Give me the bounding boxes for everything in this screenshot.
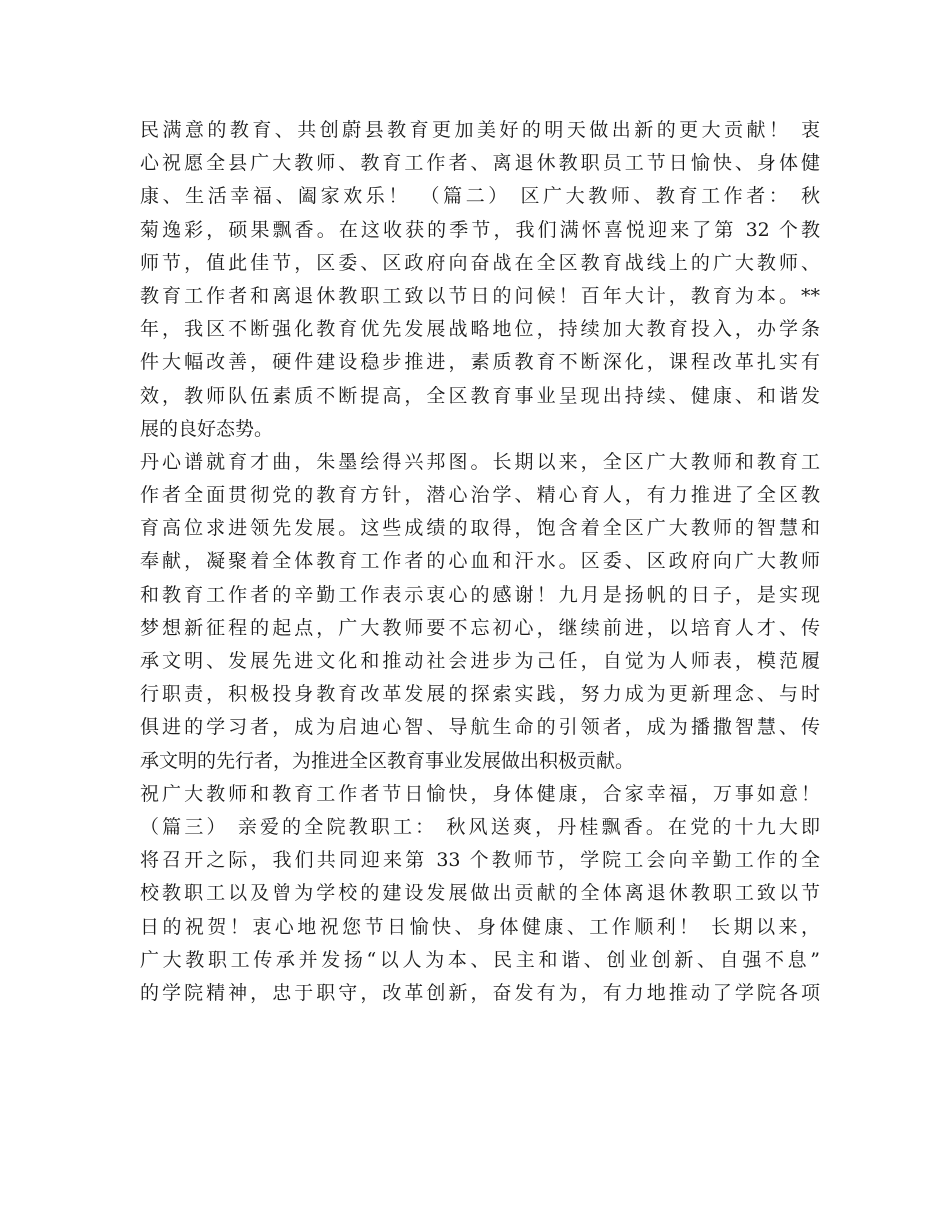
text-line: 效，教师队伍素质不断提高，全区教育事业呈现出持续、健康、和谐发 — [140, 384, 820, 407]
text-line: 校教职工以及曾为学校的建设发展做出贡献的全体离退休教职工致以节 — [140, 882, 820, 905]
text-line: 作者全面贯彻党的教育方针，潜心治学、精心育人，有力推进了全区教 — [140, 484, 820, 507]
text-line: 将召开之际，我们共同迎来第 33 个教师节，学院工会向辛勤工作的全 — [140, 849, 820, 872]
body-text — [140, 114, 820, 1010]
text-line: 教育工作者和离退休教职工致以节日的问候！百年大计，教育为本。** — [140, 284, 820, 307]
text-line: 菊逸彩，硕果飘香。在这收获的季节，我们满怀喜悦迎来了第 32 个教 — [140, 218, 820, 241]
text-line: 丹心谱就育才曲，朱墨绘得兴邦图。长期以来，全区广大教师和教育工 — [140, 450, 820, 473]
text-line: 育高位求进领先发展。这些成绩的取得，饱含着全区广大教师的智慧和 — [140, 517, 820, 540]
text-line: 广大教职工传承并发扬“以人为本、民主和谐、创业创新、自强不息” — [140, 948, 820, 971]
text-line: 行职责，积极投身教育改革发展的探索实践，努力成为更新理念、与时 — [140, 683, 820, 706]
text-line: 心祝愿全县广大教师、教育工作者、离退休教职员工节日愉快、身体健 — [140, 152, 820, 175]
text-line: 祝广大教师和教育工作者节日愉快，身体健康，合家幸福，万事如意！ — [140, 782, 820, 805]
text-line: 民满意的教育、共创蔚县教育更加美好的明天做出新的更大贡献！ 衷 — [140, 119, 820, 141]
text-line: 的学院精神，忠于职守，改革创新，奋发有为，有力地推动了学院各项 — [140, 981, 820, 1004]
text-line: 和教育工作者的辛勤工作表示衷心的感谢！九月是扬帆的日子，是实现 — [140, 583, 820, 606]
text-line: 日的祝贺！衷心地祝您节日愉快、身体健康、工作顺利！ 长期以来， — [140, 915, 820, 938]
text-line: 奉献，凝聚着全体教育工作者的心血和汗水。区委、区政府向广大教师 — [140, 550, 820, 573]
text-line: 年，我区不断强化教育优先发展战略地位，持续加大教育投入，办学条 — [140, 318, 820, 341]
text-line: 展的良好态势。 — [140, 417, 274, 440]
text-line: 俱进的学习者，成为启迪心智、导航生命的引领者，成为播撒智慧、传 — [140, 716, 820, 739]
text-line: 承文明的先行者，为推进全区教育事业发展做出积极贡献。 — [140, 749, 635, 772]
text-line: 师节，值此佳节，区委、区政府向奋战在全区教育战线上的广大教师、 — [140, 251, 820, 274]
text-line: 康、生活幸福、阖家欢乐！ （篇二） 区广大教师、教育工作者： 秋 — [140, 185, 820, 208]
text-line: 件大幅改善，硬件建设稳步推进，素质教育不断深化，课程改革扎实有 — [140, 351, 820, 374]
text-line: （篇三） 亲爱的全院教职工： 秋风送爽，丹桂飘香。在党的十九大即 — [140, 815, 820, 838]
text-line: 梦想新征程的起点，广大教师要不忘初心，继续前进，以培育人才、传 — [140, 616, 820, 639]
text-line: 承文明、发展先进文化和推动社会进步为己任，自觉为人师表，模范履 — [140, 650, 820, 672]
